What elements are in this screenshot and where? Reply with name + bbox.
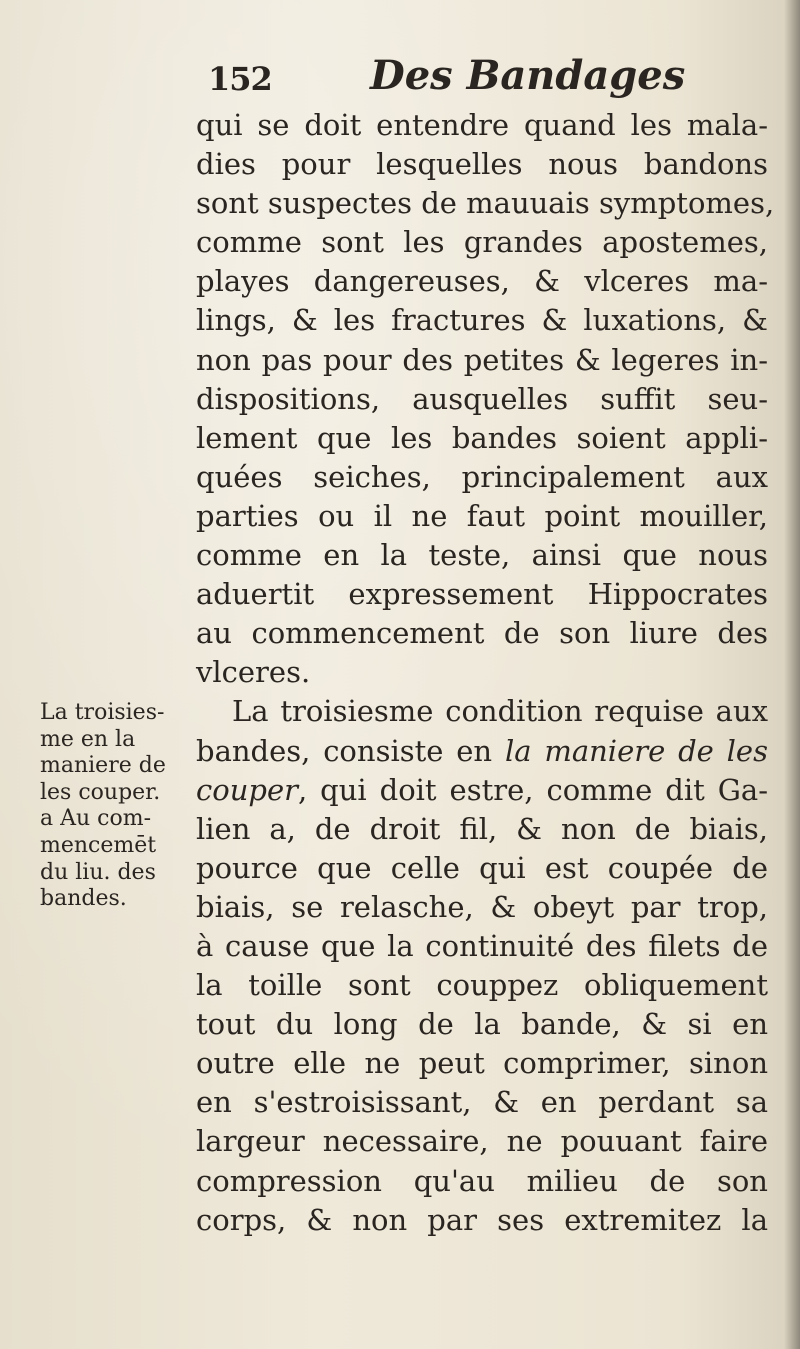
text-run: bandes, consiste en <box>196 733 505 768</box>
text-line: dies pour lesquelles nous bandons <box>196 147 768 182</box>
page-edge-shadow <box>784 0 800 1349</box>
text-line <box>196 732 768 771</box>
text-line: en s'estroisissant, & en perdant sa <box>196 1085 768 1120</box>
main-text <box>196 106 775 1240</box>
text-line: La troisiesme condition requise aux <box>232 694 768 729</box>
text-line: la toille sont couppez obliquement <box>196 968 768 1003</box>
text-line: quées seiches, principalement aux <box>196 459 768 494</box>
text-line: sont suspectes de mauuais symptomes, <box>196 186 775 221</box>
margin-note <box>40 700 200 913</box>
text-line <box>196 771 768 810</box>
text-line: largeur necessaire, ne pouuant faire <box>196 1124 768 1159</box>
text-line: lings, & les fractures & luxations, & <box>196 303 768 338</box>
text-line: vlceres. <box>196 655 311 690</box>
margin-note-line: maniere de <box>40 753 166 779</box>
running-head <box>200 48 760 104</box>
text-line: pource que celle qui est coupée de <box>196 850 768 885</box>
page-number: 152 <box>208 60 272 98</box>
text-line: aduertit expressement Hippocrates <box>196 577 768 612</box>
margin-note-line: La troisies- <box>40 700 165 725</box>
margin-note-line: mencemēt <box>40 832 157 858</box>
text-line: parties ou il ne faut point mouiller, <box>196 498 768 533</box>
text-line: à cause que la continuité des filets de <box>196 928 768 963</box>
margin-note-line: les couper. <box>40 779 161 805</box>
italic-phrase: la maniere de les <box>504 733 768 768</box>
text-line: dispositions, ausquelles suffit seu- <box>196 381 768 416</box>
text-line: outre elle ne peut comprimer, sinon <box>196 1046 768 1081</box>
text-line: playes dangereuses, & vlceres ma- <box>196 264 768 299</box>
text-line: compression qu'au milieu de son <box>196 1163 768 1198</box>
margin-note-line: a Au com- <box>40 806 152 832</box>
italic-phrase: couper <box>196 772 298 807</box>
margin-note-line: me en la <box>40 726 136 752</box>
text-line: lement que les bandes soient appli- <box>196 420 768 455</box>
margin-note-line: bandes. <box>40 886 127 912</box>
text-line: comme sont les grandes apostemes, <box>196 225 768 260</box>
margin-note-line: du liu. des <box>40 859 156 885</box>
text-line: qui se doit entendre quand les mala- <box>196 108 768 142</box>
running-title: Des Bandages <box>370 52 686 99</box>
text-run: , qui doit estre, comme dit Ga- <box>297 772 768 807</box>
text-line: lien a, de droit fil, & non de biais, <box>196 811 768 846</box>
text-line: non pas pour des petites & legeres in- <box>196 342 768 377</box>
text-line: tout du long de la bande, & si en <box>196 1007 768 1042</box>
text-line: au commencement de son liure des <box>196 616 768 651</box>
text-line: biais, se relasche, & obeyt par trop, <box>196 889 768 924</box>
text-line: comme en la teste, ainsi que nous <box>196 538 768 573</box>
text-line: corps, & non par ses extremitez la <box>196 1202 768 1237</box>
